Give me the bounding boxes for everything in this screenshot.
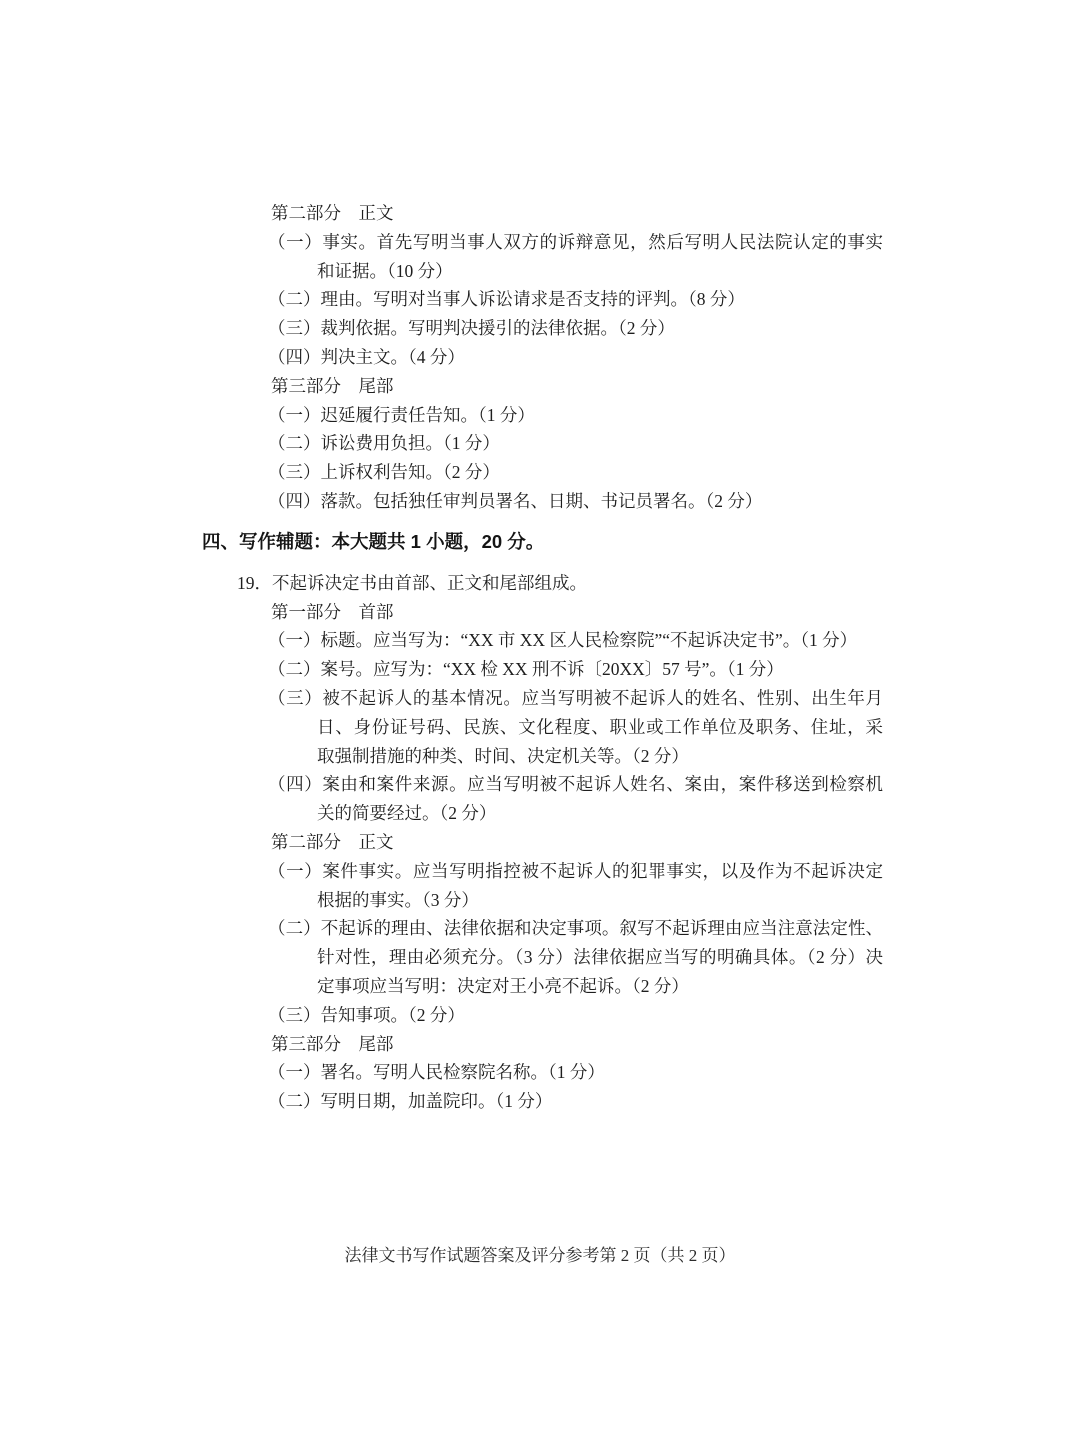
item-marker: （四） (268, 490, 321, 511)
continuation-line: 定事项应当写明：决定对王小亮不起诉。（2 分） (317, 975, 689, 996)
page-footer: 法律文书写作试题答案及评分参考第 2 页（共 2 页） (344, 1246, 736, 1265)
item-text: 裁判依据。写明判决援引的法律依据。（2 分） (320, 318, 675, 339)
continuation-line: 取强制措施的种类、时间、决定机关等。（2 分） (317, 745, 689, 766)
section-4-heading: 四、写作辅题：本大题共 1 小题，20 分。 (202, 530, 545, 552)
question-number: 19． (237, 572, 272, 593)
item-marker: （一） (268, 860, 323, 881)
answer-line (268, 655, 883, 684)
answer-line (268, 1087, 883, 1116)
answer-line (268, 487, 883, 516)
answer-line (268, 429, 883, 458)
answer-line (268, 626, 883, 655)
item-marker: （一） (268, 630, 321, 651)
item-text: 案由和案件来源。应当写明被不起诉人姓名、案由，案件移送到检察机 (322, 774, 884, 795)
item-marker: （四） (268, 346, 321, 367)
answer-line (268, 314, 883, 343)
answer-line (268, 285, 883, 314)
item-marker: （一） (268, 231, 323, 252)
answer-line (268, 343, 883, 372)
continuation-line: 针对性，理由必须充分。（3 分）法律依据应当写的明确具体。（2 分）决 (317, 947, 883, 968)
answer-19-block (237, 569, 884, 1116)
question-intro: 不起诉决定书由首部、正文和尾部组成。 (272, 572, 587, 593)
item-marker: （三） (268, 687, 323, 708)
item-text: 诉讼费用负担。（1 分） (320, 433, 500, 454)
item-marker: （二） (268, 433, 321, 454)
part-heading: 第一部分 首部 (271, 601, 394, 622)
part-heading: 第二部分 正文 (271, 203, 394, 223)
item-marker: （二） (268, 918, 321, 939)
answer-line (268, 228, 883, 257)
item-text: 不起诉的理由、法律依据和决定事项。叙写不起诉理由应当注意法定性、 (320, 918, 884, 939)
answer-line (268, 401, 883, 430)
item-marker: （二） (268, 289, 321, 310)
item-text: 判决主文。（4 分） (320, 346, 465, 367)
item-text: 告知事项。（2 分） (320, 1004, 465, 1025)
answer-line (268, 1001, 883, 1030)
item-text: 落款。包括独任审判员署名、日期、书记员署名。（2 分） (320, 490, 763, 511)
answer-line (268, 684, 883, 713)
question-19-line (237, 569, 883, 598)
answer-line (268, 770, 883, 799)
answer-line (268, 458, 883, 487)
item-text: 迟延履行责任告知。（1 分） (320, 404, 535, 425)
item-text: 事实。首先写明当事人双方的诉辩意见，然后写明人民法院认定的事实 (322, 231, 884, 252)
item-text: 理由。写明对当事人诉讼请求是否支持的评判。（8 分） (320, 289, 745, 310)
item-marker: （三） (268, 318, 321, 339)
continuation-line: 日、身份证号码、民族、文化程度、职业或工作单位及职务、住址，采 (317, 716, 883, 737)
answer-18-block (268, 199, 883, 516)
item-marker: （四） (268, 774, 323, 795)
answer-line (268, 1058, 883, 1087)
item-marker: （三） (268, 1004, 321, 1025)
item-text: 案件事实。应当写明指控被不起诉人的犯罪事实，以及作为不起诉决定 (322, 860, 884, 881)
continuation-line: 关的简要经过。（2 分） (317, 803, 497, 824)
item-marker: （三） (268, 462, 321, 483)
answer-line (268, 914, 883, 943)
item-text: 署名。写明人民检察院名称。（1 分） (320, 1062, 605, 1083)
part-heading: 第三部分 尾部 (271, 375, 394, 396)
item-text: 被不起诉人的基本情况。应当写明被不起诉人的姓名、性别、出生年月 (322, 687, 884, 708)
item-marker: （二） (268, 659, 321, 680)
item-text: 写明日期，加盖院印。（1 分） (320, 1091, 553, 1112)
item-marker: （一） (268, 1062, 321, 1083)
continuation-line: 根据的事实。（3 分） (317, 889, 479, 910)
answer-line (268, 857, 883, 886)
item-text: 上诉权利告知。（2 分） (320, 462, 500, 483)
item-text: 案号。应写为：“XX 检 XX 刑不诉〔20XX〕57 号”。（1 分） (320, 659, 784, 680)
item-text: 标题。应当写为：“XX 市 XX 区人民检察院”“不起诉决定书”。（1 分） (320, 630, 858, 651)
item-marker: （一） (268, 404, 321, 425)
continuation-line: 和证据。（10 分） (317, 260, 453, 281)
item-marker: （二） (268, 1091, 321, 1112)
part-heading: 第三部分 尾部 (271, 1033, 394, 1054)
part-heading: 第二部分 正文 (271, 831, 394, 852)
